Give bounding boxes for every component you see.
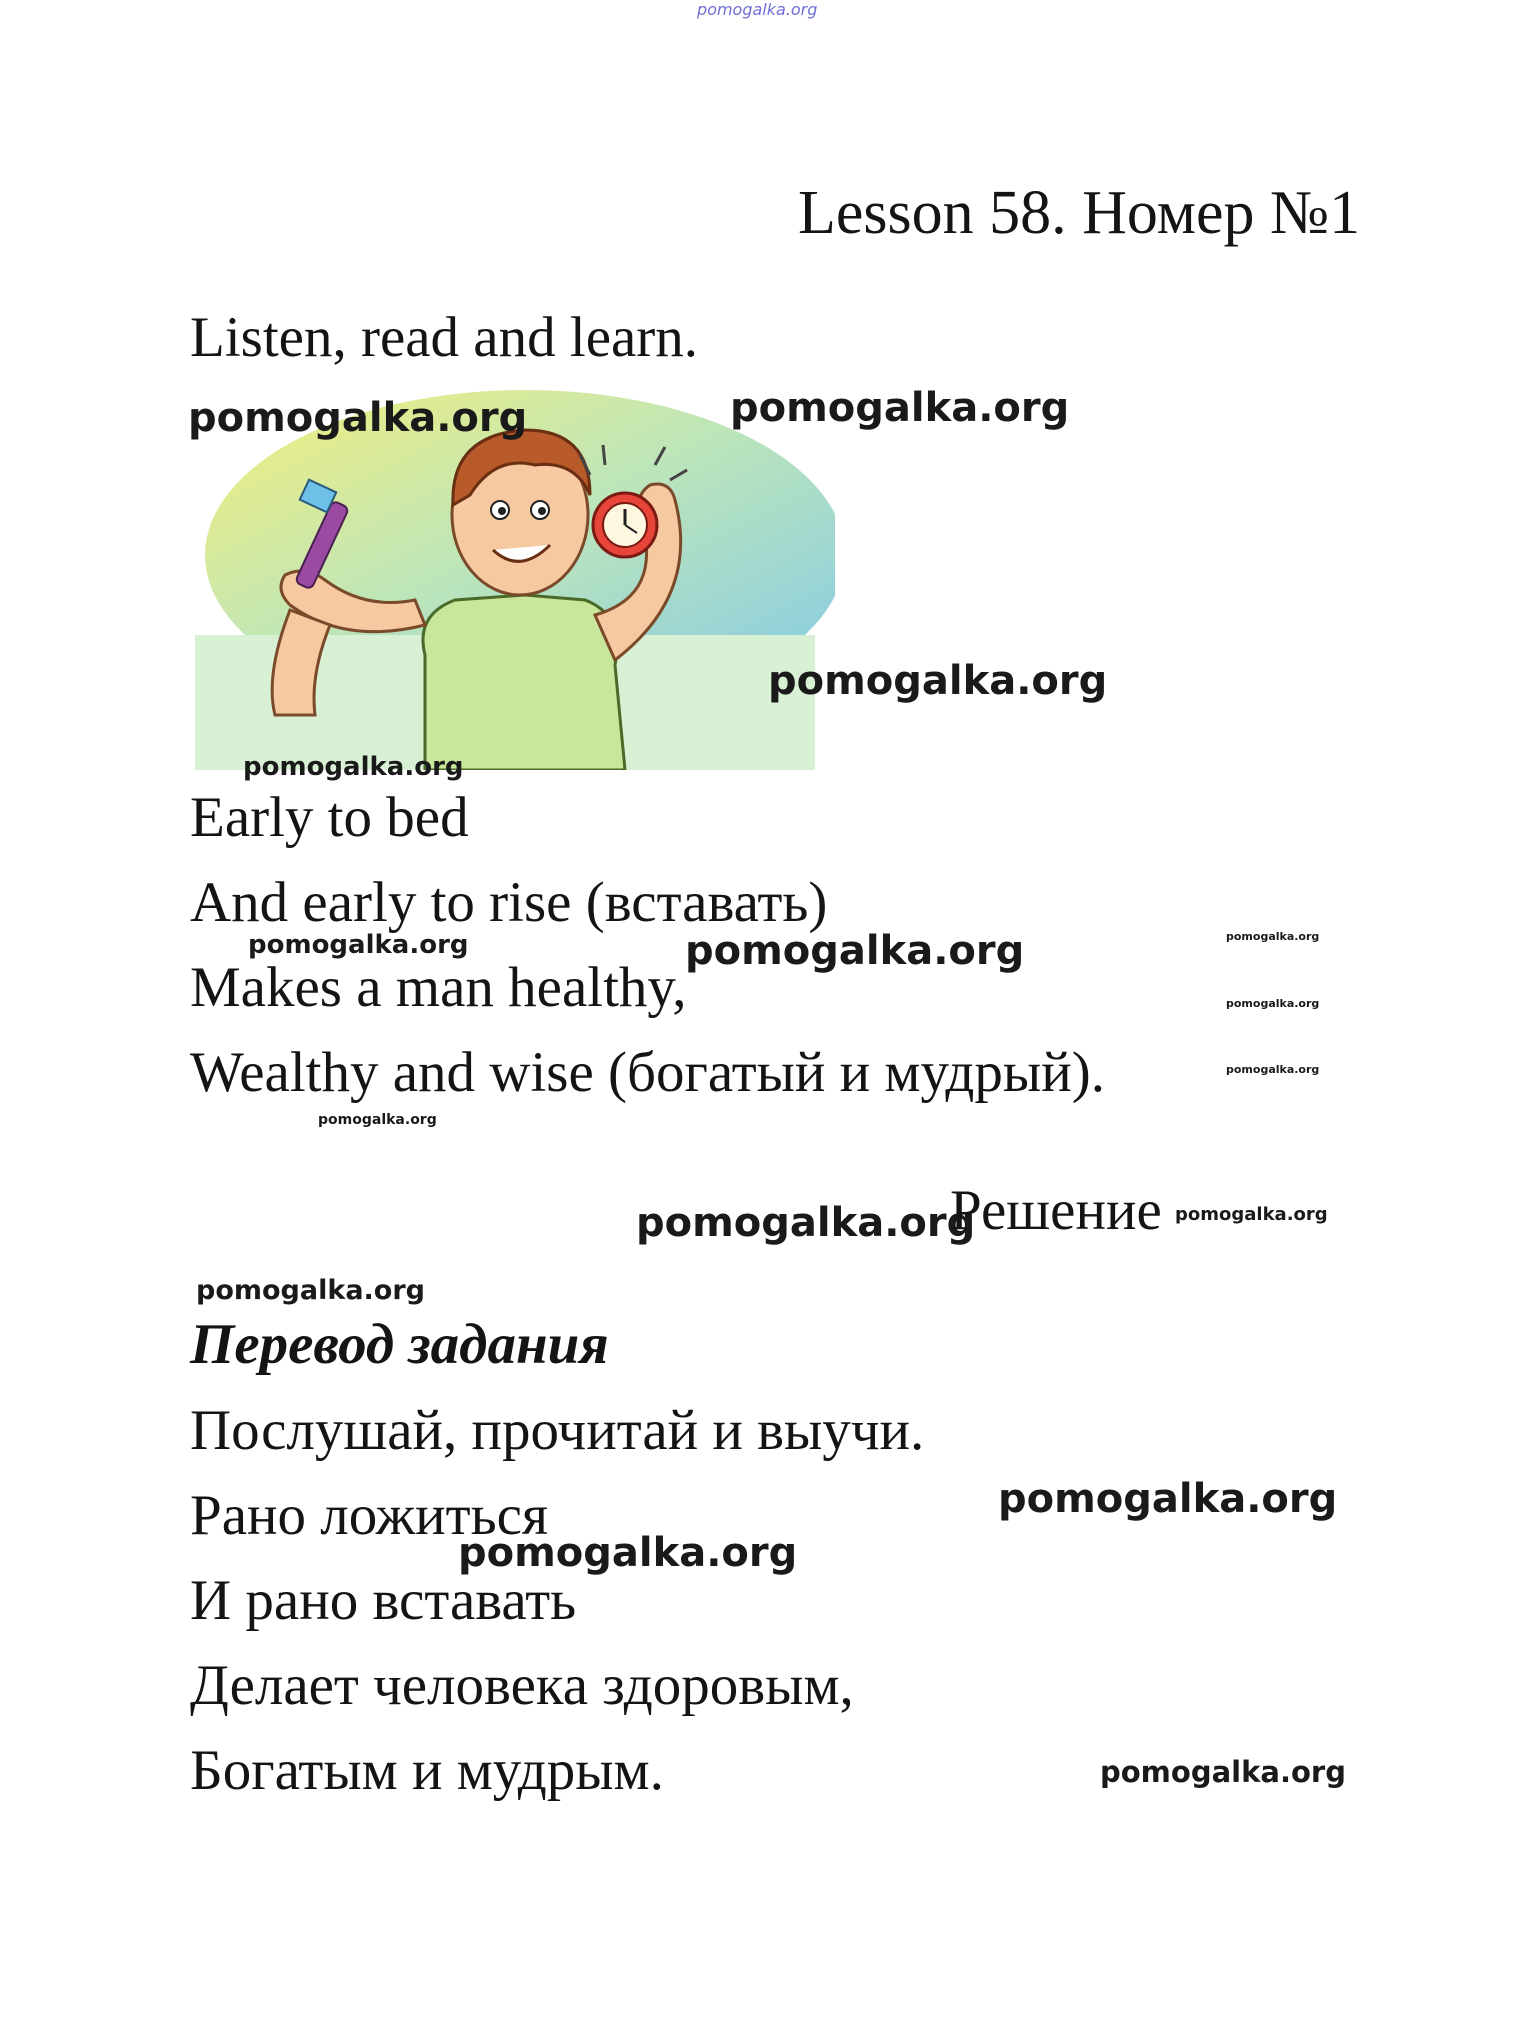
left-pupil xyxy=(498,507,506,515)
poem-line: And early to rise (вставать) xyxy=(190,871,828,934)
watermark: pomogalka.org xyxy=(998,1476,1338,1522)
watermark: pomogalka.org xyxy=(243,752,464,782)
translation-line: Делает человека здоровым, xyxy=(190,1654,854,1717)
translation-heading: Перевод задания xyxy=(190,1313,609,1376)
translation-line: Богатым и мудрым. xyxy=(190,1739,664,1802)
translation-line: Рано ложиться xyxy=(190,1484,549,1547)
top-watermark: pomogalka.org xyxy=(697,0,818,19)
watermark: pomogalka.org xyxy=(196,1275,425,1306)
watermark: pomogalka.org xyxy=(636,1200,976,1246)
translation-line: Послушай, прочитай и выучи. xyxy=(190,1399,925,1462)
watermark: pomogalka.org xyxy=(458,1530,798,1576)
watermark: pomogalka.org xyxy=(1175,1204,1328,1225)
watermark: pomogalka.org xyxy=(188,395,528,441)
watermark: pomogalka.org xyxy=(1226,997,1320,1010)
translation-line: И рано вставать xyxy=(190,1569,577,1632)
watermark: pomogalka.org xyxy=(730,385,1070,431)
solution-heading: Решение xyxy=(950,1179,1162,1242)
watermark: pomogalka.org xyxy=(1226,1063,1320,1076)
shirt-shape xyxy=(423,595,625,770)
watermark: pomogalka.org xyxy=(318,1112,437,1128)
poem-line: Early to bed xyxy=(190,786,469,849)
watermark: pomogalka.org xyxy=(1100,1755,1346,1789)
watermark: pomogalka.org xyxy=(685,928,1025,974)
poem-line: Wealthy and wise (богатый и мудрый). xyxy=(190,1041,1105,1104)
poem-line: Makes a man healthy, xyxy=(190,956,687,1019)
watermark: pomogalka.org xyxy=(1226,930,1320,943)
boy-with-alarm-clock-illustration xyxy=(195,385,835,770)
watermark: pomogalka.org xyxy=(768,658,1108,704)
right-pupil xyxy=(538,507,546,515)
watermark: pomogalka.org xyxy=(248,930,469,960)
task-instruction: Listen, read and learn. xyxy=(190,306,699,369)
page-title: Lesson 58. Номер №1 xyxy=(798,179,1361,247)
